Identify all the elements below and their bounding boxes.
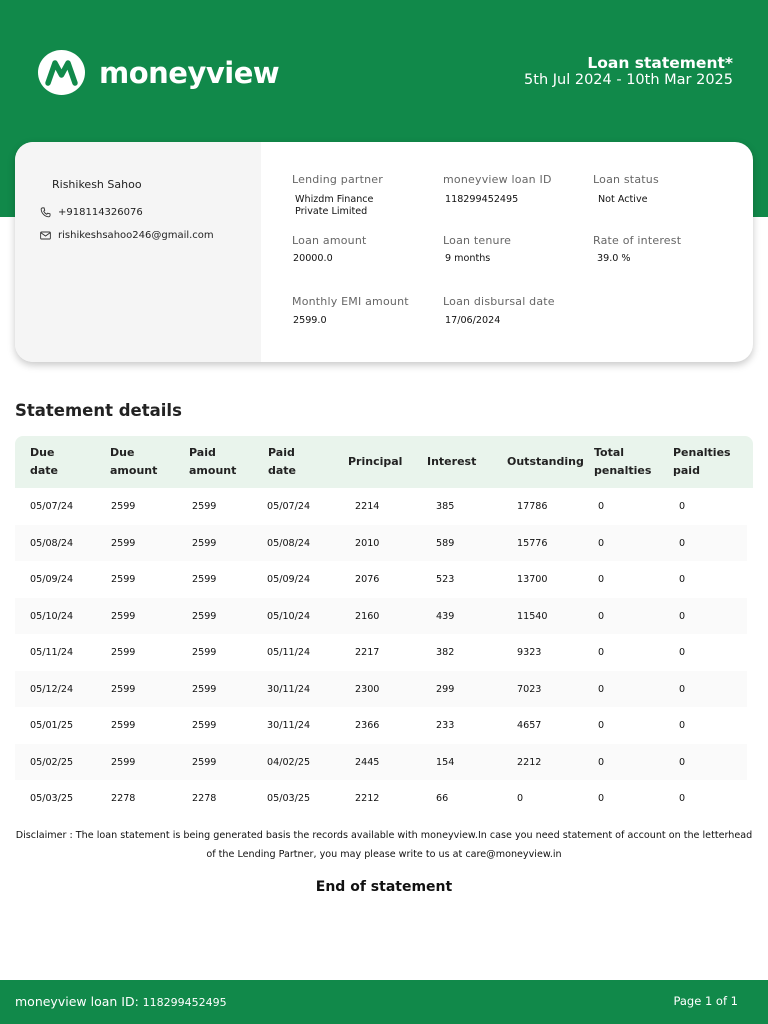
table-cell: 0 xyxy=(679,683,686,695)
table-cell: 13700 xyxy=(517,574,548,585)
table-cell: 0 xyxy=(679,793,686,804)
statement-table xyxy=(15,436,753,817)
table-cell: 2599 xyxy=(192,683,217,695)
disclaimer xyxy=(15,826,753,864)
table-row xyxy=(15,671,747,708)
table-cell: 30/11/24 xyxy=(267,683,311,695)
table-cell: 0 xyxy=(598,756,605,768)
header-total-penalties: Total penalties xyxy=(594,446,652,477)
statement-title: Loan statement* xyxy=(587,54,733,72)
table-cell: 2599 xyxy=(111,720,136,731)
header-interest: Interest xyxy=(427,455,477,468)
table-cell: 439 xyxy=(436,610,455,622)
table-row xyxy=(15,744,747,781)
table-cell: 382 xyxy=(436,647,455,658)
table-row xyxy=(15,707,753,744)
table-body xyxy=(15,488,753,817)
table-cell: 2599 xyxy=(192,574,217,585)
end-of-statement: End of statement xyxy=(315,879,453,895)
table-cell: 2278 xyxy=(192,793,217,804)
table-cell: 04/02/25 xyxy=(267,756,311,768)
monthly-emi-label: Monthly EMI amount xyxy=(292,295,409,308)
table-cell: 11540 xyxy=(517,610,548,622)
table-cell: 0 xyxy=(679,756,686,768)
table-cell: 0 xyxy=(679,610,686,622)
table-cell: 9323 xyxy=(517,647,542,658)
table-cell: 2076 xyxy=(355,574,380,585)
loan-status-value: Not Active xyxy=(598,194,648,205)
loan-amount-label: Loan amount xyxy=(292,234,367,247)
table-cell: 15776 xyxy=(517,537,548,549)
table-cell: 7023 xyxy=(517,683,542,695)
mail-icon xyxy=(39,229,52,242)
brand-name: moneyview xyxy=(99,55,280,90)
disbursal-date-value: 17/06/2024 xyxy=(445,315,501,326)
table-cell: 299 xyxy=(436,683,455,695)
table-cell: 0 xyxy=(679,537,686,549)
table-cell: 385 xyxy=(436,501,455,512)
table-cell: 2599 xyxy=(111,574,136,585)
table-row xyxy=(15,780,753,817)
page-number: Page 1 of 1 xyxy=(673,994,738,1008)
table-row xyxy=(15,488,753,525)
table-cell: 05/12/24 xyxy=(30,683,74,695)
phone-icon xyxy=(39,206,52,219)
lending-partner-value xyxy=(295,194,373,217)
table-cell: 2212 xyxy=(355,793,380,804)
table-cell: 0 xyxy=(679,574,686,585)
header-due-amount: Due amount xyxy=(110,446,158,477)
table-cell: 2599 xyxy=(111,610,136,622)
customer-email-row xyxy=(39,229,214,242)
statement-date-range: 5th Jul 2024 - 10th Mar 2025 xyxy=(524,72,733,88)
customer-panel xyxy=(15,142,261,362)
table-row xyxy=(15,561,753,598)
lending-partner-line1: Whizdm Finance xyxy=(295,194,374,205)
table-cell: 4657 xyxy=(517,720,542,731)
disclaimer-line-1: Disclaimer : The loan statement is being generated basis the records available with moneyview.In case you need statement of account on the letterhead xyxy=(15,830,753,841)
table-cell: 05/11/24 xyxy=(267,647,311,658)
table-cell: 2160 xyxy=(355,610,380,622)
moneyview-m-logo-icon xyxy=(38,50,85,95)
table-cell: 05/10/24 xyxy=(267,610,311,622)
loan-info-card xyxy=(15,142,753,362)
table-cell: 2217 xyxy=(355,647,380,658)
table-cell: 2599 xyxy=(111,647,136,658)
table-cell: 2599 xyxy=(111,756,136,768)
table-cell: 2599 xyxy=(192,537,217,549)
loan-id-label: moneyview loan ID xyxy=(443,173,552,186)
table-cell: 0 xyxy=(598,647,605,658)
customer-phone: +918114326076 xyxy=(58,207,143,218)
table-cell: 589 xyxy=(436,537,455,549)
header-due-date: Due date xyxy=(30,446,59,477)
table-cell: 0 xyxy=(598,574,605,585)
table-cell: 523 xyxy=(436,574,455,585)
rate-of-interest-label: Rate of interest xyxy=(593,234,682,247)
table-cell: 05/11/24 xyxy=(30,647,74,658)
brand-logo xyxy=(38,50,279,95)
table-row xyxy=(15,525,747,562)
table-cell: 0 xyxy=(598,683,605,695)
table-row xyxy=(15,634,753,671)
table-cell: 05/08/24 xyxy=(30,537,74,549)
lending-partner-label: Lending partner xyxy=(292,173,383,186)
table-cell: 154 xyxy=(436,756,455,768)
table-cell: 2599 xyxy=(192,720,217,731)
customer-name: Rishikesh Sahoo xyxy=(52,178,142,191)
table-cell: 2010 xyxy=(355,537,380,549)
header-paid-date: Paid date xyxy=(268,446,297,477)
table-cell: 0 xyxy=(598,501,605,512)
table-cell: 05/03/25 xyxy=(267,793,311,804)
loan-status-label: Loan status xyxy=(593,173,659,186)
table-cell: 05/01/25 xyxy=(30,720,74,731)
table-cell: 2599 xyxy=(111,683,136,695)
table-cell: 2599 xyxy=(111,537,136,549)
table-cell: 2599 xyxy=(192,647,217,658)
table-cell: 05/07/24 xyxy=(30,501,74,512)
rate-of-interest-value: 39.0 % xyxy=(597,253,631,264)
table-cell: 17786 xyxy=(517,501,548,512)
table-cell: 05/08/24 xyxy=(267,537,311,549)
table-cell: 2214 xyxy=(355,501,380,512)
table-cell: 05/09/24 xyxy=(267,574,311,585)
table-cell: 0 xyxy=(598,610,605,622)
loan-id-value: 118299452495 xyxy=(445,194,519,205)
table-cell: 05/03/25 xyxy=(30,793,74,804)
statement-details-title: Statement details xyxy=(15,401,182,420)
header-penalties-paid: Penalties paid xyxy=(673,446,731,477)
table-cell: 2599 xyxy=(111,501,136,512)
table-cell: 0 xyxy=(517,793,524,804)
table-cell: 2212 xyxy=(517,756,542,768)
table-cell: 30/11/24 xyxy=(267,720,311,731)
table-cell: 05/09/24 xyxy=(30,574,74,585)
footer-loan-id-label: moneyview loan ID: xyxy=(15,994,139,1009)
header-outstanding: Outstanding xyxy=(507,455,584,468)
footer-loan-id xyxy=(15,994,227,1009)
table-cell: 0 xyxy=(598,720,605,731)
table-row xyxy=(15,598,747,635)
table-cell: 2599 xyxy=(192,501,217,512)
table-cell: 233 xyxy=(436,720,455,731)
table-header xyxy=(15,436,753,488)
header-principal: Principal xyxy=(348,455,403,468)
statement-heading xyxy=(524,54,733,89)
table-cell: 05/07/24 xyxy=(267,501,311,512)
table-cell: 2599 xyxy=(192,610,217,622)
table-cell: 0 xyxy=(598,793,605,804)
table-cell: 2300 xyxy=(355,683,380,695)
lending-partner-line2: Private Limited xyxy=(295,205,368,217)
table-cell: 0 xyxy=(679,720,686,731)
disclaimer-line-2: of the Lending Partner, you may please write to us at care@moneyview.in xyxy=(206,849,562,860)
table-cell: 2599 xyxy=(192,756,217,768)
customer-phone-row xyxy=(39,206,143,219)
table-cell: 0 xyxy=(679,501,686,512)
loan-tenure-label: Loan tenure xyxy=(443,234,512,247)
footer-loan-id-value: 118299452495 xyxy=(142,996,227,1009)
disbursal-date-label: Loan disbursal date xyxy=(443,295,555,308)
customer-email: rishikeshsahoo246@gmail.com xyxy=(58,230,214,241)
monthly-emi-value: 2599.0 xyxy=(293,315,327,326)
table-cell: 2366 xyxy=(355,720,380,731)
table-cell: 0 xyxy=(679,647,686,658)
table-cell: 2278 xyxy=(111,793,136,804)
table-cell: 05/02/25 xyxy=(30,756,74,768)
table-cell: 0 xyxy=(598,537,605,549)
table-cell: 05/10/24 xyxy=(30,610,74,622)
footer-bar xyxy=(0,980,768,1024)
loan-amount-value: 20000.0 xyxy=(293,253,333,264)
table-cell: 2445 xyxy=(355,756,380,768)
loan-tenure-value: 9 months xyxy=(445,253,491,264)
table-cell: 66 xyxy=(436,793,449,804)
header-paid-amount: Paid amount xyxy=(189,446,237,477)
